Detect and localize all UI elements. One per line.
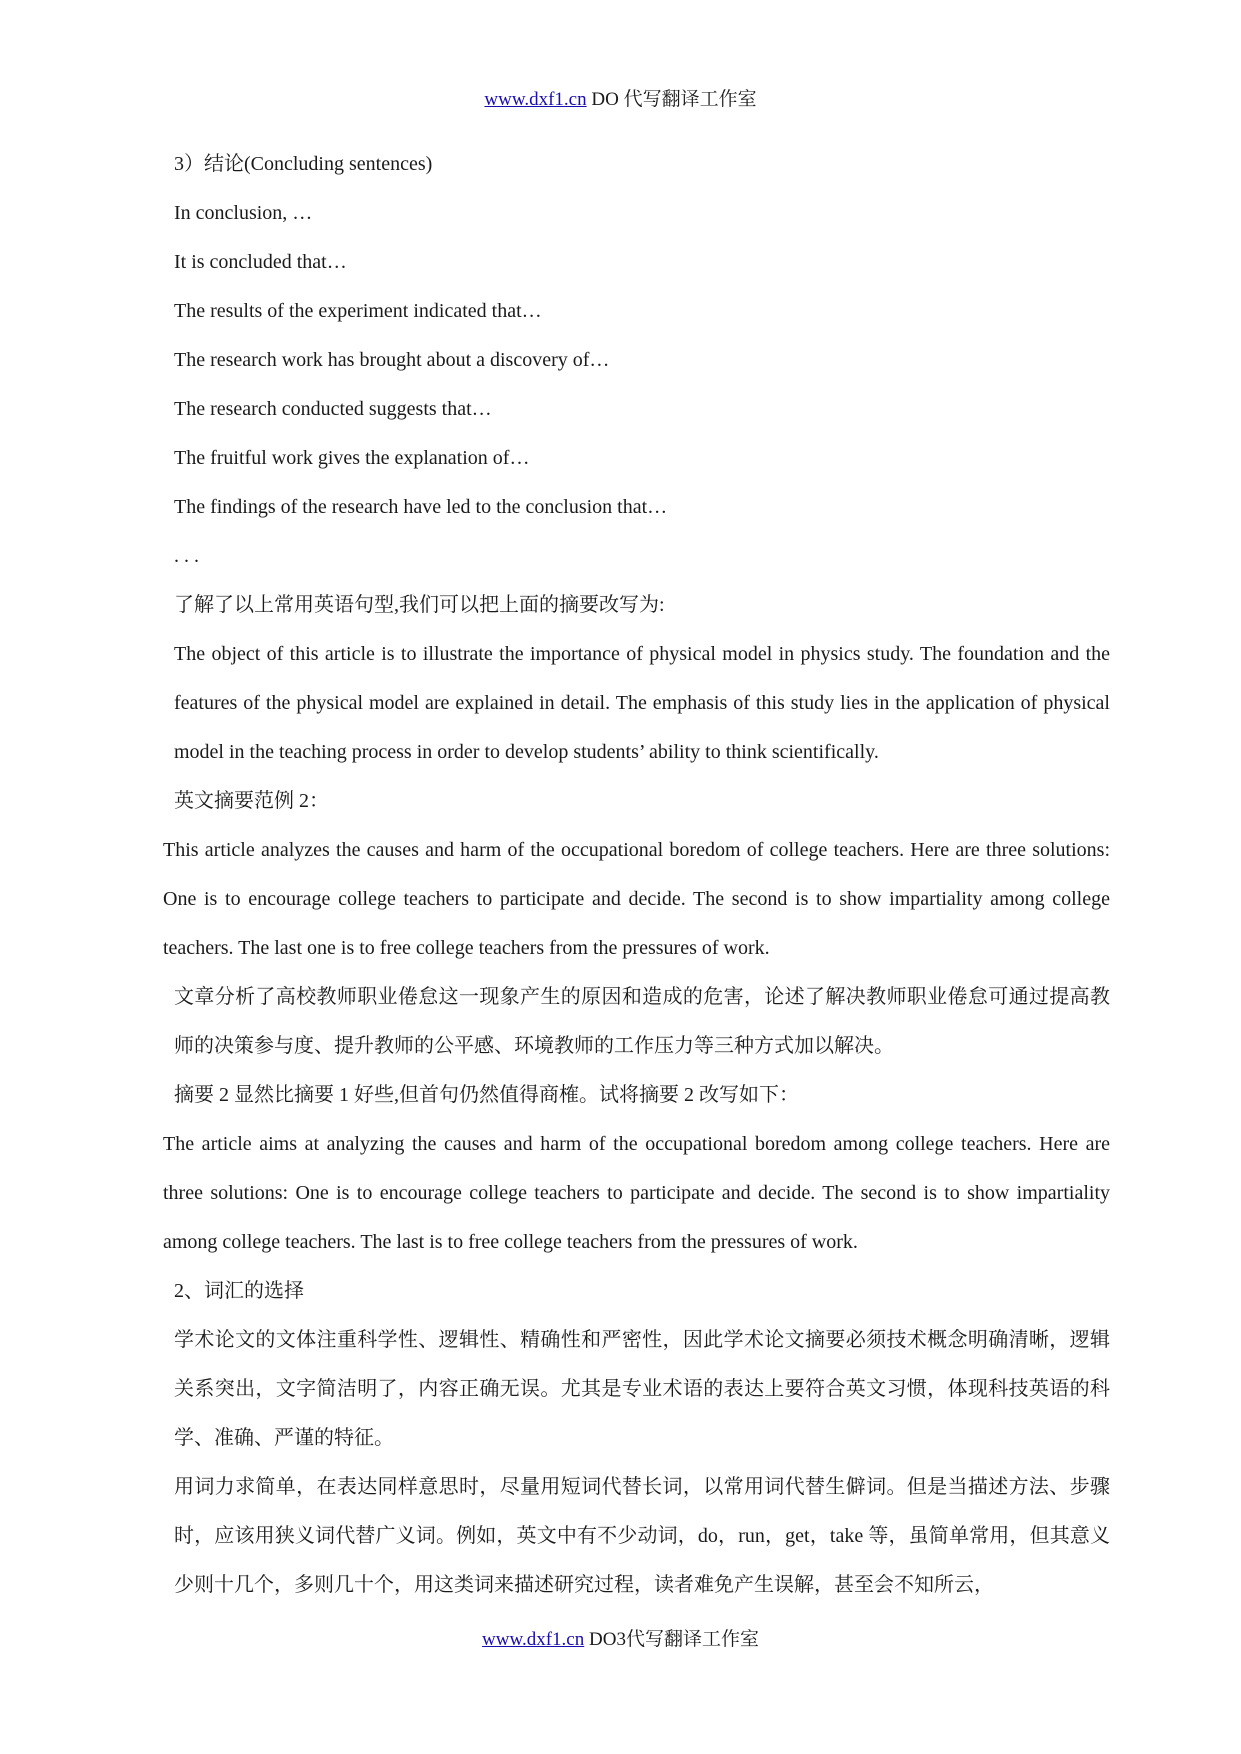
english-abstract-example-2: This article analyzes the causes and harm of the occupational boredom of college teachers. Here are three solutions: One is to encourage college teachers to participate and decide. The second is to show impartiality among college teachers. The last one is to free college teachers from the pressures of work. xyxy=(163,839,1110,959)
sentence-pattern: The research conducted suggests that… xyxy=(174,398,492,420)
sentence-pattern: The findings of the research have led to the conclusion that… xyxy=(174,496,668,518)
header-link[interactable]: www.dxf1.cn xyxy=(484,89,587,110)
sentence-pattern: It is concluded that… xyxy=(174,251,347,273)
chinese-abstract-example-2: 文章分析了高校教师职业倦怠这一现象产生的原因和造成的危害，论述了解决教师职业倦怠可通过提高教师的决策参与度、提升教师的公平感、环境教师的工作压力等三种方式加以解决。 xyxy=(174,986,1110,1057)
sentence-pattern: The fruitful work gives the explanation of… xyxy=(174,447,530,469)
paragraph: 用词力求简单，在表达同样意思时，尽量用短词代替长词，以常用词代替生僻词。但是当描述方法、步骤时，应该用狭义词代替广义词。例如，英文中有不少动词，do，run，get，take 等，虽简单常用，但其意义少则十几个，多则几十个，用这类词来描述研究过程，读者难免产生误解，甚至会不知所云， xyxy=(174,1476,1110,1596)
page-header xyxy=(0,88,1241,112)
paragraph: 了解了以上常用英语句型,我们可以把上面的摘要改写为: xyxy=(174,594,665,616)
sentence-pattern: The results of the experiment indicated that… xyxy=(174,300,542,322)
page-footer xyxy=(0,1628,1241,1652)
section-heading: 2、词汇的选择 xyxy=(174,1280,304,1302)
rewritten-abstract-1: The object of this article is to illustrate the importance of physical model in physics study. The foundation and the features of the physical model are explained in detail. The emphasis of this study lies in the application of physical model in the teaching process in order to develop students’ ability to think scientifically. xyxy=(174,643,1110,763)
paragraph: 学术论文的文体注重科学性、逻辑性、精确性和严密性，因此学术论文摘要必须技术概念明确清晰，逻辑关系突出，文字简洁明了，内容正确无误。尤其是专业术语的表达上要符合英文习惯，体现科技英语的科学、准确、严谨的特征。 xyxy=(174,1329,1110,1449)
ellipsis: . . . xyxy=(174,545,199,567)
rewritten-abstract-2: The article aims at analyzing the causes and harm of the occupational boredom among college teachers. Here are three solutions: One is to encourage college teachers to participate and decide. The second is to show impartiality among college teachers. The last is to free college teachers from the pressures of work. xyxy=(163,1133,1110,1253)
paragraph: 摘要 2 显然比摘要 1 好些,但首句仍然值得商榷。试将摘要 2 改写如下： xyxy=(174,1084,799,1106)
footer-suffix: DO3代写翻译工作室 xyxy=(584,1629,759,1650)
footer-link[interactable]: www.dxf1.cn xyxy=(482,1629,585,1650)
sentence-pattern: In conclusion, … xyxy=(174,202,313,224)
section-heading: 3）结论(Concluding sentences) xyxy=(174,153,433,175)
sentence-pattern: The research work has brought about a discovery of… xyxy=(174,349,610,371)
document-body xyxy=(130,140,1110,1610)
example-heading: 英文摘要范例 2： xyxy=(174,790,329,812)
header-suffix: DO 代写翻译工作室 xyxy=(586,89,757,110)
